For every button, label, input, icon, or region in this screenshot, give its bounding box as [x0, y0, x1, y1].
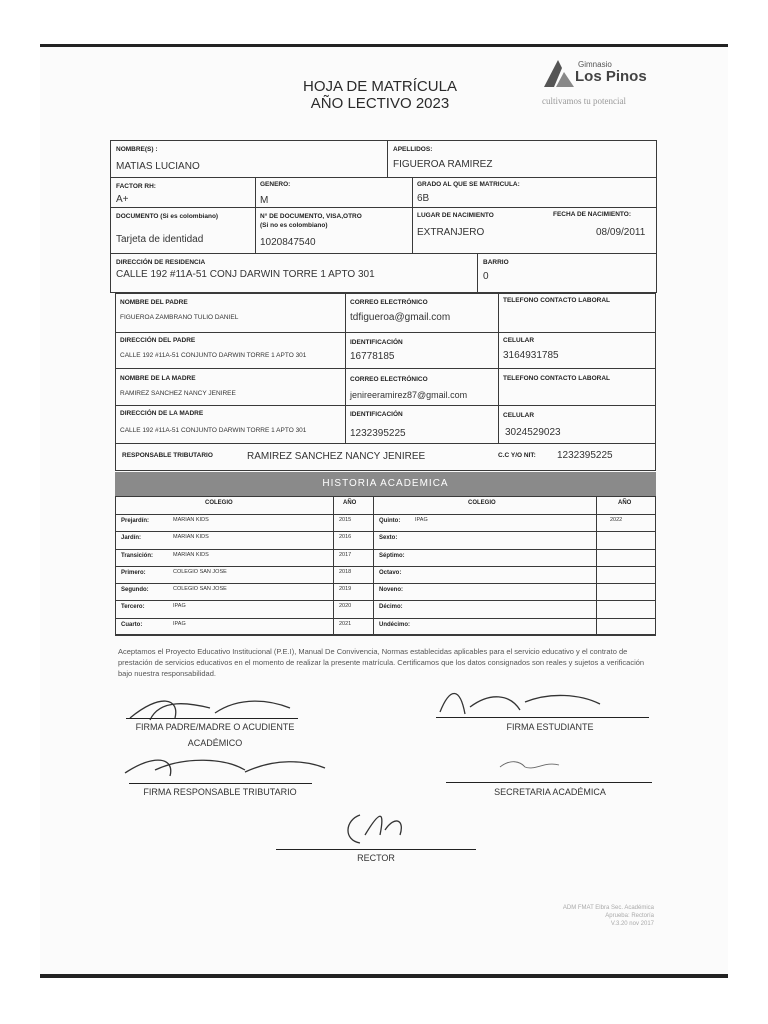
student-signature-line [436, 717, 649, 718]
title-line-2: AÑO LECTIVO 2023 [310, 95, 450, 112]
history-year-right: 2022 [610, 517, 623, 523]
parent-signature-label-2: ACADÉMICO [187, 738, 243, 748]
history-school-left: COLEGIO SAN JOSE [173, 586, 227, 593]
padre-nombre-label: NOMBRE DEL PADRE [120, 299, 188, 306]
history-school-left: MARIAN KIDS [173, 517, 209, 523]
apellidos-label: APELLIDOS: [393, 146, 433, 153]
madre-nombre-value: RAMIREZ SANCHEZ NANCY JENIREE [120, 390, 236, 397]
history-col-anio-left: AÑO [343, 500, 357, 506]
history-row-divider [115, 618, 656, 619]
logo-name: Los Pinos [575, 68, 647, 85]
history-grade-right: Noveno: [379, 587, 403, 594]
history-grade-right: Séptimo: [379, 552, 405, 559]
rector-signature-label: RECTOR [357, 853, 395, 863]
history-year-left: 2018 [339, 568, 352, 575]
historia-academica-banner: HISTORIA ACADEMICA [115, 472, 656, 496]
padre-correo-value: tdfigueroa@gmail.com [350, 312, 451, 323]
history-grade-left: Tercero: [121, 604, 145, 611]
history-grade-right: Sexto: [379, 535, 398, 542]
history-row-divider [115, 600, 656, 601]
genero-label: GENERO: [260, 181, 291, 188]
apellidos-value: FIGUEROA RAMIREZ [393, 159, 493, 170]
history-grade-right: Undécimo: [379, 621, 411, 628]
direccion-label: DIRECCIÓN DE RESIDENCIA [116, 259, 206, 266]
secretary-signature-label: SECRETARIA ACADÉMICA [494, 787, 606, 797]
padre-id-label: IDENTIFICACIÓN [350, 339, 403, 346]
col-divider [345, 293, 346, 443]
history-year-left: 2020 [339, 603, 352, 610]
nombres-label: NOMBRE(S) : [116, 146, 158, 153]
footer-line-3: V.3.20 nov 2017 [610, 921, 654, 927]
madre-correo-label: CORREO ELECTRÓNICO [350, 376, 428, 383]
history-col-anio-right: AÑO [618, 500, 632, 506]
history-school-left: COLEGIO SAN JOSE [173, 568, 227, 575]
genero-value: M [260, 195, 269, 206]
responsable-value: RAMIREZ SANCHEZ NANCY JENIREE [247, 451, 426, 462]
history-col-colegio-left: COLEGIO [205, 500, 233, 506]
num-documento-value: 1020847540 [260, 237, 316, 248]
num-documento-sublabel: (Si no es colombiano) [260, 222, 328, 229]
lugar-value: EXTRANJERO [417, 227, 485, 238]
direccion-value: CALLE 192 #11A-51 CONJ DARWIN TORRE 1 APTO 301 [116, 269, 375, 280]
padre-celular-value: 3164931785 [503, 350, 559, 361]
row-divider [110, 253, 657, 254]
history-grade-left: Transición: [121, 552, 154, 559]
rector-signature-mark [335, 805, 415, 853]
history-row-divider [115, 583, 656, 584]
history-grade-right: Quinto: [379, 518, 401, 524]
history-row-divider [115, 549, 656, 550]
madre-direccion-label: DIRECCIÓN DE LA MADRE [120, 410, 204, 417]
responsable-label: RESPONSABLE TRIBUTARIO [122, 452, 213, 459]
padre-id-value: 16778185 [350, 351, 395, 362]
history-school-left: IPAG [173, 603, 186, 610]
history-row-divider [115, 566, 656, 567]
footer-line-2: Aprueba: Rectoría [605, 913, 654, 919]
tax-signature-line [129, 783, 312, 784]
document-title [270, 78, 490, 112]
history-grade-left: Primero: [121, 569, 146, 576]
grado-label: GRADO AL QUE SE MATRICULA: [417, 181, 520, 188]
history-year-left: 2016 [339, 534, 352, 541]
madre-direccion-value: CALLE 192 #11A-51 CONJUNTO DARWIN TORRE 1 APTO 301 [120, 427, 307, 434]
certification-statement: Aceptamos el Proyecto Educativo Institucional (P.E.I), Manual De Convivencia, Normas establecidas aplicables para el servicio educativo y el contrato de prestación de servicios educativos en el momento de realizar la presente matrícula. Certificamos que los datos consignados son reales y sujetos a verificación bajo nuestra responsabilidad. [118, 647, 645, 678]
rector-signature-line [276, 849, 476, 850]
col-divider [477, 253, 478, 293]
madre-tel-label: TELEFONO CONTACTO LABORAL [503, 375, 611, 382]
nombres-value: MATIAS LUCIANO [116, 161, 200, 172]
history-year-left: 2019 [339, 586, 352, 593]
history-grade-left: Prejardín: [121, 518, 150, 524]
row-divider [110, 177, 657, 178]
row-divider [115, 443, 656, 444]
history-grade-right: Décimo: [379, 604, 403, 611]
documento-label: DOCUMENTO (Si es colombiano) [116, 213, 219, 220]
col-divider [412, 177, 413, 253]
history-school-left: IPAG [173, 620, 186, 627]
document-footer [520, 904, 654, 928]
responsable-cc-label: C.C Y/O NIT: [498, 452, 536, 459]
fecha-value: 08/09/2011 [596, 227, 646, 238]
secretary-signature-mark [495, 755, 565, 777]
tax-signature-label: FIRMA RESPONSABLE TRIBUTARIO [143, 787, 297, 797]
padre-tel-label: TELEFONO CONTACTO LABORAL [503, 297, 611, 304]
school-logo-icon [542, 58, 576, 88]
history-grade-left: Segundo: [121, 587, 149, 594]
col-divider [387, 140, 388, 177]
barrio-label: BARRIO [483, 259, 509, 266]
padre-correo-label: CORREO ELECTRÓNICO [350, 299, 428, 306]
history-school-left: MARIAN KIDS [173, 551, 209, 558]
history-row-divider [115, 531, 656, 532]
madre-celular-label: CELULAR [503, 412, 535, 419]
madre-correo-value: jenireeramirez87@gmail.com [350, 390, 468, 400]
factor-rh-value: A+ [116, 194, 129, 205]
logo-tagline: cultivamos tu potencial [542, 96, 626, 106]
title-line-1: HOJA DE MATRÍCULA [303, 78, 457, 95]
madre-celular-value: 3024529023 [505, 427, 561, 438]
col-divider [255, 177, 256, 253]
history-grade-left: Jardín: [121, 535, 142, 542]
padre-celular-label: CELULAR [503, 337, 535, 344]
footer-line-1: ADM FMAT Elbra Sec. Académica [562, 905, 654, 911]
history-row-divider [115, 514, 656, 515]
history-row-divider [115, 635, 656, 636]
secretary-signature-line [446, 782, 652, 783]
history-school-right: IPAG [415, 517, 428, 523]
row-divider [110, 207, 657, 208]
history-col-colegio-right: COLEGIO [468, 500, 496, 506]
col-divider [498, 293, 499, 443]
history-year-left: 2017 [339, 551, 352, 558]
fecha-label: FECHA DE NACIMIENTO: [553, 211, 631, 218]
padre-nombre-value: FIGUEROA ZAMBRANO TULIO DANIEL [120, 314, 239, 321]
barrio-value: 0 [483, 271, 489, 282]
parent-signature-label: FIRMA PADRE/MADRE O ACUDIENTE [135, 722, 295, 732]
padre-direccion-label: DIRECCIÓN DEL PADRE [120, 337, 196, 344]
row-divider [115, 405, 656, 406]
row-divider [115, 368, 656, 369]
history-grade-left: Cuarto: [121, 621, 143, 628]
history-year-left: 2015 [339, 517, 352, 523]
factor-rh-label: FACTOR RH: [116, 183, 156, 190]
num-documento-label: N° DE DOCUMENTO, VISA,OTRO [260, 213, 362, 220]
row-divider [115, 332, 656, 333]
lugar-label: LUGAR DE NACIMIENTO [417, 212, 494, 219]
madre-id-label: IDENTIFICACIÓN [350, 411, 403, 418]
documento-value: Tarjeta de identidad [116, 234, 204, 245]
madre-nombre-label: NOMBRE DE LA MADRE [120, 375, 196, 382]
responsable-cc-value: 1232395225 [557, 450, 613, 461]
history-school-left: MARIAN KIDS [173, 534, 209, 541]
student-signature-label: FIRMA ESTUDIANTE [506, 722, 594, 732]
parent-signature-line [126, 718, 298, 719]
history-grade-right: Octavo: [379, 569, 402, 576]
logo-small-text: Gimnasio [578, 60, 612, 69]
grado-value: 6B [417, 193, 430, 204]
padre-direccion-value: CALLE 192 #11A-51 CONJUNTO DARWIN TORRE 1 APTO 301 [120, 352, 307, 359]
history-year-left: 2021 [339, 620, 352, 627]
madre-id-value: 1232395225 [350, 428, 406, 439]
